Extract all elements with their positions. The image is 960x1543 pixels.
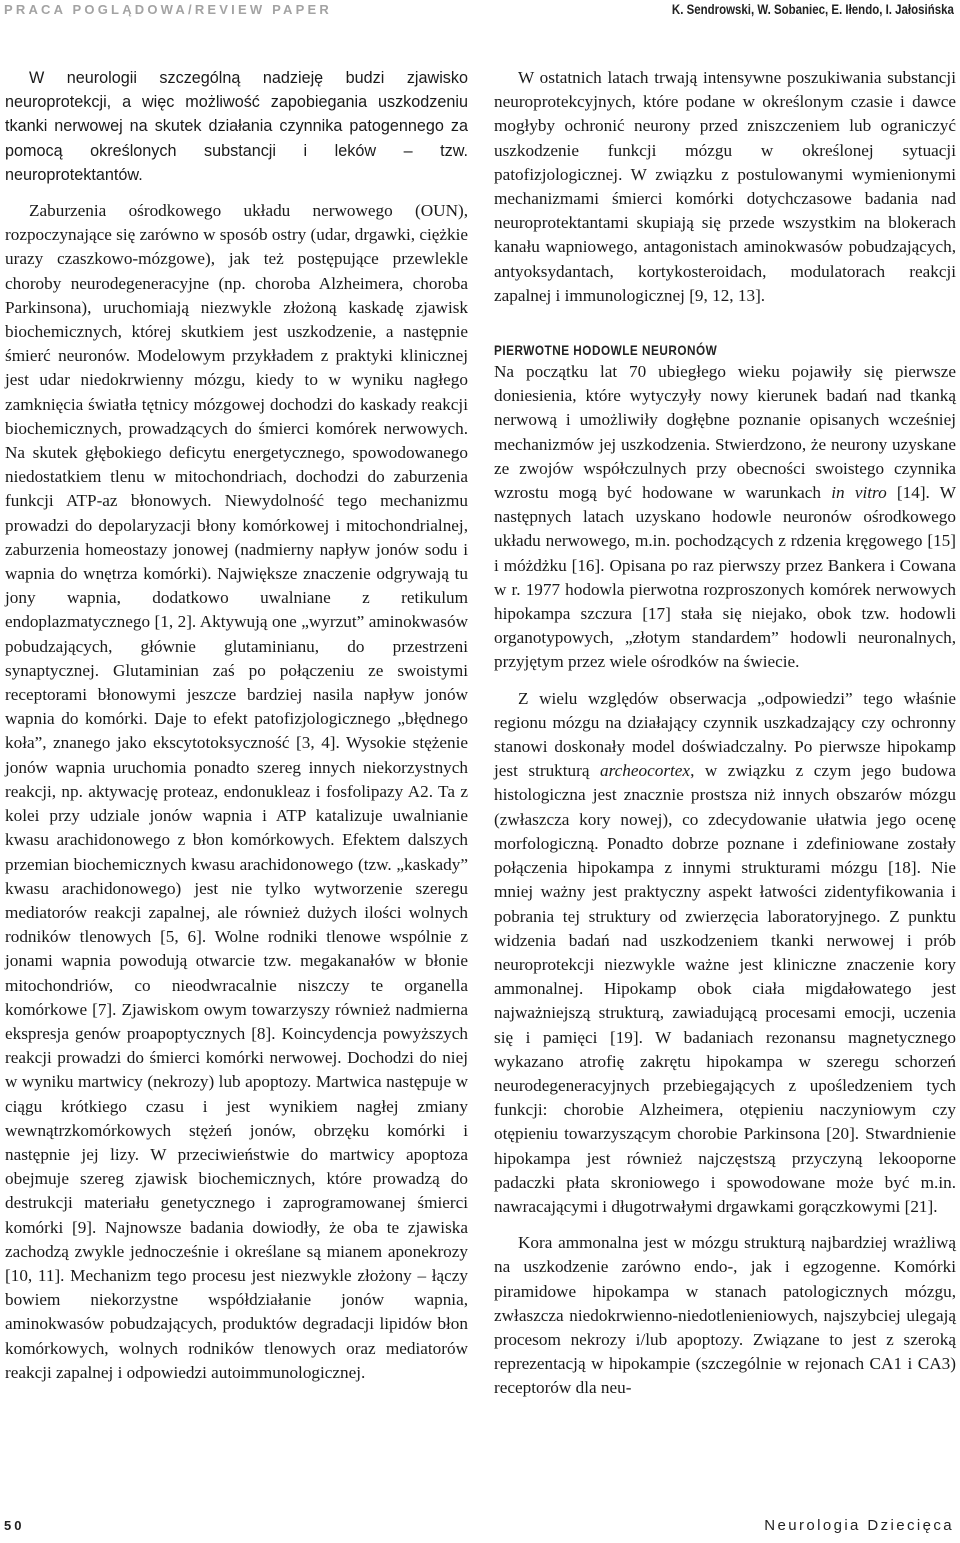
paragraph: Kora ammonalna jest w mózgu strukturą najbardziej wrażliwą na uszkodzenie zarówno endo-, jak i egzogenne. Komórki piramidowe hipokampa w stanach patologicznych mózgu, zwłaszcza niedokrwienno-niedotlenieniowych, najszybciej ulegają procesom nekrozy i/lub apoptozy. Związane to jest z szeroką reprezentacją w hipokampie (szczególnie w rejonach CA1 i CA3) receptorów dla neu- (494, 1233, 956, 1398)
italic-term: in vitro (831, 483, 887, 503)
journal-name: Neurologia Dziecięca (764, 1517, 954, 1534)
author-list: K. Sendrowski, W. Sobaniec, E. Iłendo, I. Jałosińska (672, 1, 954, 17)
italic-term: archeocortex (600, 761, 691, 781)
paragraph (494, 360, 956, 675)
page-number: 50 (4, 1518, 25, 1533)
paragraph: W ostatnich latach trwają intensywne poszukiwania substancji neuroprotekcyjnych, które podane w określonym czasie i dawce mogłyby ochronić neurony przed zniszczeniem lub ograniczyć uszkodzenie funkcji mózgu w określonej sytuacji patofizjologicznej. W związku z postulowanymi wymienionymi mechanizmami śmierci komórki dotychczasowe badania nad neuroprotektantami skupiają się przede wszystkim na blokerach kanału wapniowego, antagonistach aminokwasów pobudzających, antyoksydantach, kortykosteroidach, modulatorach reakcji zapalnej i immunologicznej [9, 12, 13]. (494, 68, 956, 305)
paragraph-text: [14]. W następnych latach uzyskano hodowle neuronów ośrodkowego układu nerwowego, m.in. pochodzących z rdzenia kręgowego [15] i móżdżku [16]. Opisana po raz pierwszy przez Bankera i Cowana w r. 1977 hodowla pierwotna rozproszonych komórek nerwowych hipokampa szczura [17] stała się niejako, obok tzw. hodowli organotypowych, „złotym standardem” hodowli neuronalnych, przyjętym przez wiele ośrodków na świecie. (494, 483, 956, 672)
paragraph-text: Z wielu względów obserwacja „odpowiedzi” tego właśnie regionu mózgu na działający czynnik uszkadzający czy ochronny stanowi doskonały model doświadczalny. Po pierwsze hipokamp jest strukturą (494, 688, 956, 781)
paragraph: W neurologii szczególną nadzieję budzi zjawisko neuroprotekcji, a więc możliwość zapobiegania uszkodzeniu tkanki nerwowej na skutek działania czynnika patogennego za pomocą określonych substancji i leków – tzw. neuroprotektantów. (5, 69, 468, 184)
paragraph (494, 687, 956, 1219)
paragraph-text: , w związku z czym jego budowa histologiczna jest znacznie prostsza niż innych obszarów mózgu (zwłaszcza kory nowej), co zdecydowanie ułatwia jego ocenę morfologiczną. Ponadto dobrze poznane i zdefiniowane zostały połączenia hipokampa z innymi strukturami mózgu [18]. Nie mniej ważny jest praktyczny aspekt łatwości zidentyfikowania i pobrania tej struktury od zwierzęcia laboratoryjnego. Z punktu widzenia badań nad uszkodzeniem tkanki nerwowej i prób neuroprotekcji niezwykle ważne jest kliniczne znaczenie kory ammonalnej. Hipokamp obok ciała migdałowatego jest najważniejszą strukturą, zawiadującą procesami emocji, uczenia się i pamięci [19]. W badaniach rezonansu magnetycznego wykazano atrofię zakrętu hipokampa w szeregu schorzeń neurodegeneracyjnych przebiegających z upośledzeniem tych funkcji: chorobie Alzheimera, otępieniu naczyniowym czy otępieniu towarzyszącym chorobie Parkinsona [20]. Stwardnienie hipokampa jest również najczęstszą przyczyną lekooporne padaczki płata skroniowego i spowodowane może być m.in. nawracającymi i długotrwałymi drgawkami gorączkowymi [21]. (494, 761, 957, 1216)
right-column (494, 66, 956, 1401)
paragraph-text: Na początku lat 70 ubiegłego wieku pojawiły się pierwsze doniesienia, które wytyczyły nowy kierunek badań nad tkanką nerwową i umożliwiły dogłębne poznanie opisanych wcześniej mechanizmów jej uszkodzenia. Stwierdzono, że neurony uzyskane ze zwojów współczulnych przy obecności swoistego czynnika wzrostu mogą być hodowane w warunkach (494, 362, 956, 503)
section-heading: PIERWOTNE HODOWLE NEURONÓW (494, 342, 718, 359)
section-label: PRACA POGLĄDOWA/REVIEW PAPER (4, 2, 332, 17)
paragraph: Zaburzenia ośrodkowego układu nerwowego (OUN), rozpoczynające się zarówno w sposób ostry (udar, drgawki, ciężkie urazy czaszkowo-mózgowe), jak też postępujące przewlekle choroby neurodegeneracyjne (np. choroba Alzheimera, choroba Parkinsona), uruchomiają niezwykle złożoną kaskadę zjawisk biochemicznych, której skutkiem jest uszkodzenie, a następnie śmierć neuronów. Modelowym przykładem z praktyki klinicznej jest udar niedokrwienny mózgu, kiedy to w wyniku nagłego zamknięcia światła tętnicy mózgowej dochodzi do kaskady reakcji biochemicznych, prowadzących do śmierci komórek nerwowych. Na skutek głębokiego deficytu energetycznego, spowodowanego niedostatkiem tlenu w mitochondriach, dochodzi do zaburzenia funkcji ATP-az błonowych. Niewydolność tego mechanizmu prowadzi do depolaryzacji błony komórkowej i mitochondrialnej, zaburzenia homeostazy jonowej (nadmierny napływ jonów sodu i wapnia do wnętrza komórki). Największe znaczenie odgrywają tu jony wapnia, dodatkowo uwalniane z retikulum endoplazmatycznego [1, 2]. Aktywują one „wyrzut” aminokwasów pobudzających, głównie glutaminianu, do przestrzeni synaptycznej. Glutaminian zaś po połączeniu ze swoistymi receptorami błonowymi jeszcze bardziej nasila napływ jonów wapnia do komórki. Daje to efekt patofizjologicznego „błędnego koła”, znanego jako ekscytotoksyczność [3, 4]. Wysokie stężenie jonów wapnia uruchomia ponadto szereg innych niekorzystnych reakcji, np. aktywację proteaz, endonukleaz i fosfolipazy A2. Ta z kolei przy udziale jonów wapnia i ATP katalizuje uwalnianie kwasu arachidonowego z błon komórkowych. Efektem dalszych przemian biochemicznych kwasu arachidonowego (tzw. „kaskady” kwasu arachidonowego) jest nie tylko wytworzenie szeregu mediatorów reakcji zapalnej, ale również dużych ilości wolnych rodników tlenowych [5, 6]. Wolne rodniki tlenowe wspólnie z jonami wapnia powodują otwarcie tzw. megakanałów w błonie mitochondriów, co nieodwracalnie niszczy te organella komórkowe [7]. Zjawiskom owym towarzyszy również nadmierna ekspresja genów proapoptycznych [8]. Koincydencja powyższych reakcji prowadzi do śmierci komórki nerwowej. Dochodzi do niej w wyniku martwicy (nekrozy) lub apoptozy. Martwica następuje w ciągu krótkiego czasu i jest wynikiem nagłej zmiany wewnątrzkomórkowych stężeń jonów, obrzęku komórki i następnie jej lizy. W przeciwieństwie do martwicy apoptoza obejmuje szereg zjawisk biochemicznych, które prowadzą do destrukcji materiału genetycznego i zaprogramowanej śmierci komórki [9]. Najnowsze badania dowiodły, że oba te zjawiska zachodzą zwykle jednocześnie i określane są mianem aponekrozy [10, 11]. Mechanizm tego procesu jest niezwykle złożony – łączy bowiem niekorzystne współdziałanie jonów wapnia, aminokwasów pobudzających, produktów degradacji lipidów błon komórkowych, wolnych rodników tlenowych oraz mediatorów reakcji zapalnej i odpowiedzi autoimmunologicznej. (5, 201, 468, 1382)
left-column (5, 66, 468, 1385)
